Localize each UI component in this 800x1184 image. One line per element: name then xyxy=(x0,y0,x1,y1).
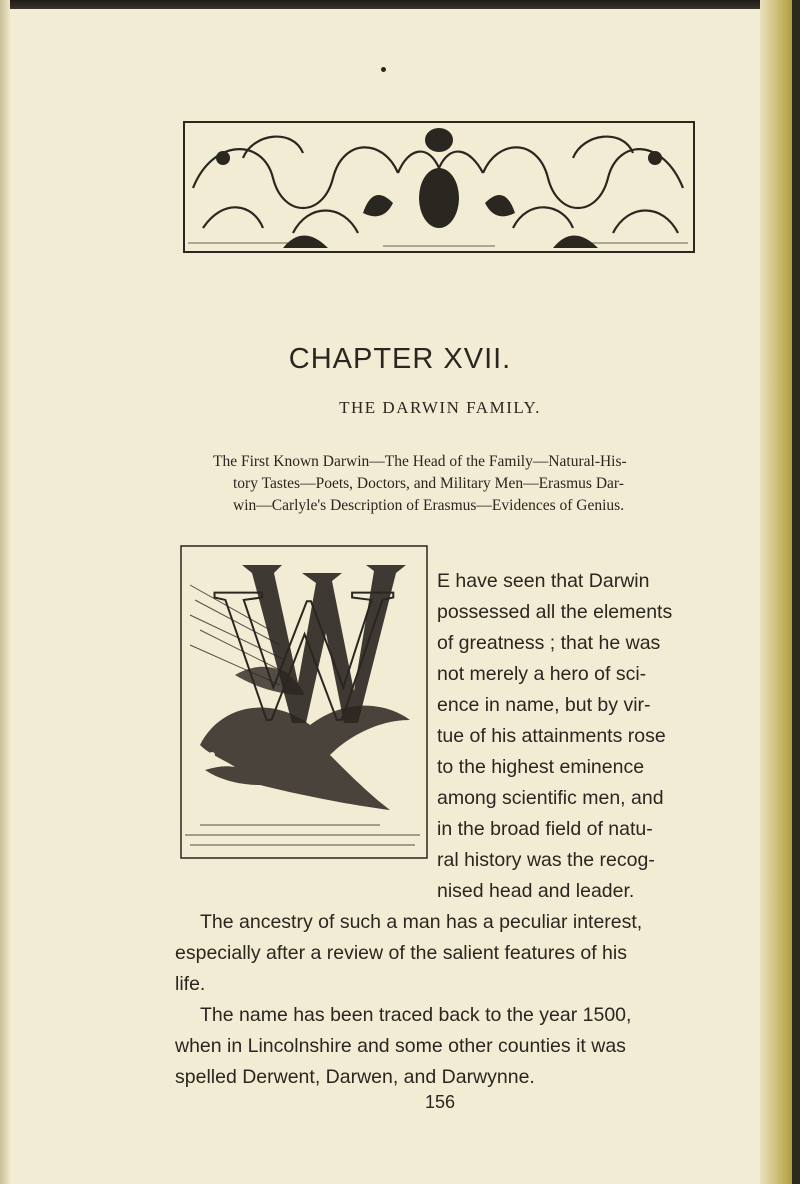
text-line: possessed all the elements xyxy=(437,601,673,623)
text-line: ence in name, but by vir- xyxy=(437,694,651,716)
ornamental-headpiece xyxy=(183,118,695,254)
drop-cap-illustration xyxy=(180,545,428,859)
page-left-edge xyxy=(0,0,10,1184)
text-line: E have seen that Darwin xyxy=(437,570,650,592)
summary-line: win—Carlyle's Description of Erasmus—Evidences of Genius. xyxy=(233,497,625,514)
chapter-heading: CHAPTER XVII. xyxy=(288,343,512,375)
text-line: not merely a hero of sci- xyxy=(437,663,647,685)
summary-line: The First Known Darwin—The Head of the Family—Natural-His- xyxy=(213,453,627,470)
text-line: life. xyxy=(175,973,206,995)
text-line: The name has been traced back to the year 1500, xyxy=(200,1004,632,1026)
text-line: The ancestry of such a man has a peculiar interest, xyxy=(200,911,643,933)
book-spine-shadow xyxy=(792,0,800,1184)
text-line: in the broad field of natu- xyxy=(437,818,653,840)
text-line: to the highest eminence xyxy=(437,756,645,778)
summary-line: tory Tastes—Poets, Doctors, and Military Men—Erasmus Dar- xyxy=(233,475,624,492)
ink-speck xyxy=(381,67,386,72)
text-line: spelled Derwent, Darwen, and Darwynne. xyxy=(175,1066,535,1088)
drop-cap-letter: W xyxy=(214,549,394,759)
text-line: of greatness ; that he was xyxy=(437,632,661,654)
page-top-edge xyxy=(0,0,800,9)
text-line: especially after a review of the salient features of his xyxy=(175,942,627,964)
chapter-summary xyxy=(213,451,687,517)
text-line: nised head and leader. xyxy=(437,880,635,902)
text-line: among scientific men, and xyxy=(437,787,664,809)
chapter-title: THE DARWIN FAMILY. xyxy=(339,398,541,417)
page-number: 156 xyxy=(424,1092,456,1112)
text-line: tue of his attainments rose xyxy=(437,725,666,747)
text-line: when in Lincolnshire and some other counties it was xyxy=(175,1035,626,1057)
text-line: ral history was the recog- xyxy=(437,849,655,871)
